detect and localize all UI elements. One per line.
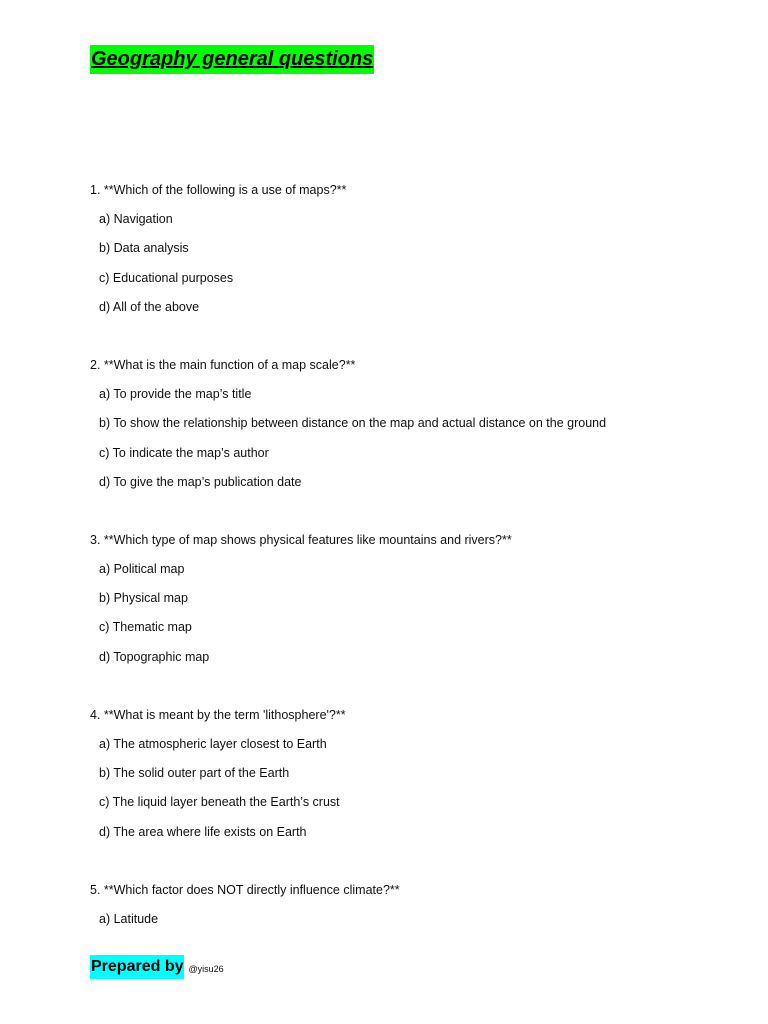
question-option: a) Political map — [99, 562, 185, 577]
question-option: b) Data analysis — [99, 241, 189, 256]
question-prompt: 5. **Which factor does NOT directly influence climate?** — [90, 882, 400, 897]
question-option: b) To show the relationship between distance on the map and actual distance on the ground — [99, 416, 607, 431]
question-option: d) To give the map’s publication date — [99, 474, 302, 489]
question-option: c) Thematic map — [99, 620, 192, 635]
document-footer — [90, 955, 224, 979]
question-prompt: 2. **What is the main function of a map scale?** — [90, 357, 356, 372]
question-option: a) Latitude — [99, 911, 159, 926]
question-2 — [90, 351, 730, 497]
question-4 — [90, 701, 730, 847]
question-option: c) Educational purposes — [99, 270, 234, 285]
question-option: d) All of the above — [99, 299, 200, 314]
question-option: a) The atmospheric layer closest to Earth — [99, 737, 327, 751]
question-prompt: 1. **Which of the following is a use of maps?** — [90, 183, 347, 197]
question-option: d) The area where life exists on Earth — [99, 824, 307, 839]
question-option: c) The liquid layer beneath the Earth’s crust — [99, 795, 340, 810]
question-5 — [90, 876, 730, 934]
question-option: b) The solid outer part of the Earth — [99, 766, 290, 781]
question-prompt: 4. **What is meant by the term 'lithosphere'?** — [90, 707, 346, 722]
author-handle: @yisu26 — [188, 964, 224, 974]
question-option: d) Topographic map — [99, 649, 210, 664]
question-option: a) Navigation — [99, 212, 173, 227]
document-title: Geography general questions — [90, 45, 374, 74]
question-prompt: 3. **Which type of map shows physical features like mountains and rivers?** — [90, 532, 512, 547]
prepared-by-label: Prepared by — [90, 955, 184, 979]
question-option: a) To provide the map’s title — [99, 387, 252, 402]
question-option: c) To indicate the map’s author — [99, 445, 269, 460]
questions-list — [90, 176, 730, 934]
question-3 — [90, 526, 730, 672]
question-option: b) Physical map — [99, 591, 188, 606]
question-1 — [90, 176, 730, 322]
